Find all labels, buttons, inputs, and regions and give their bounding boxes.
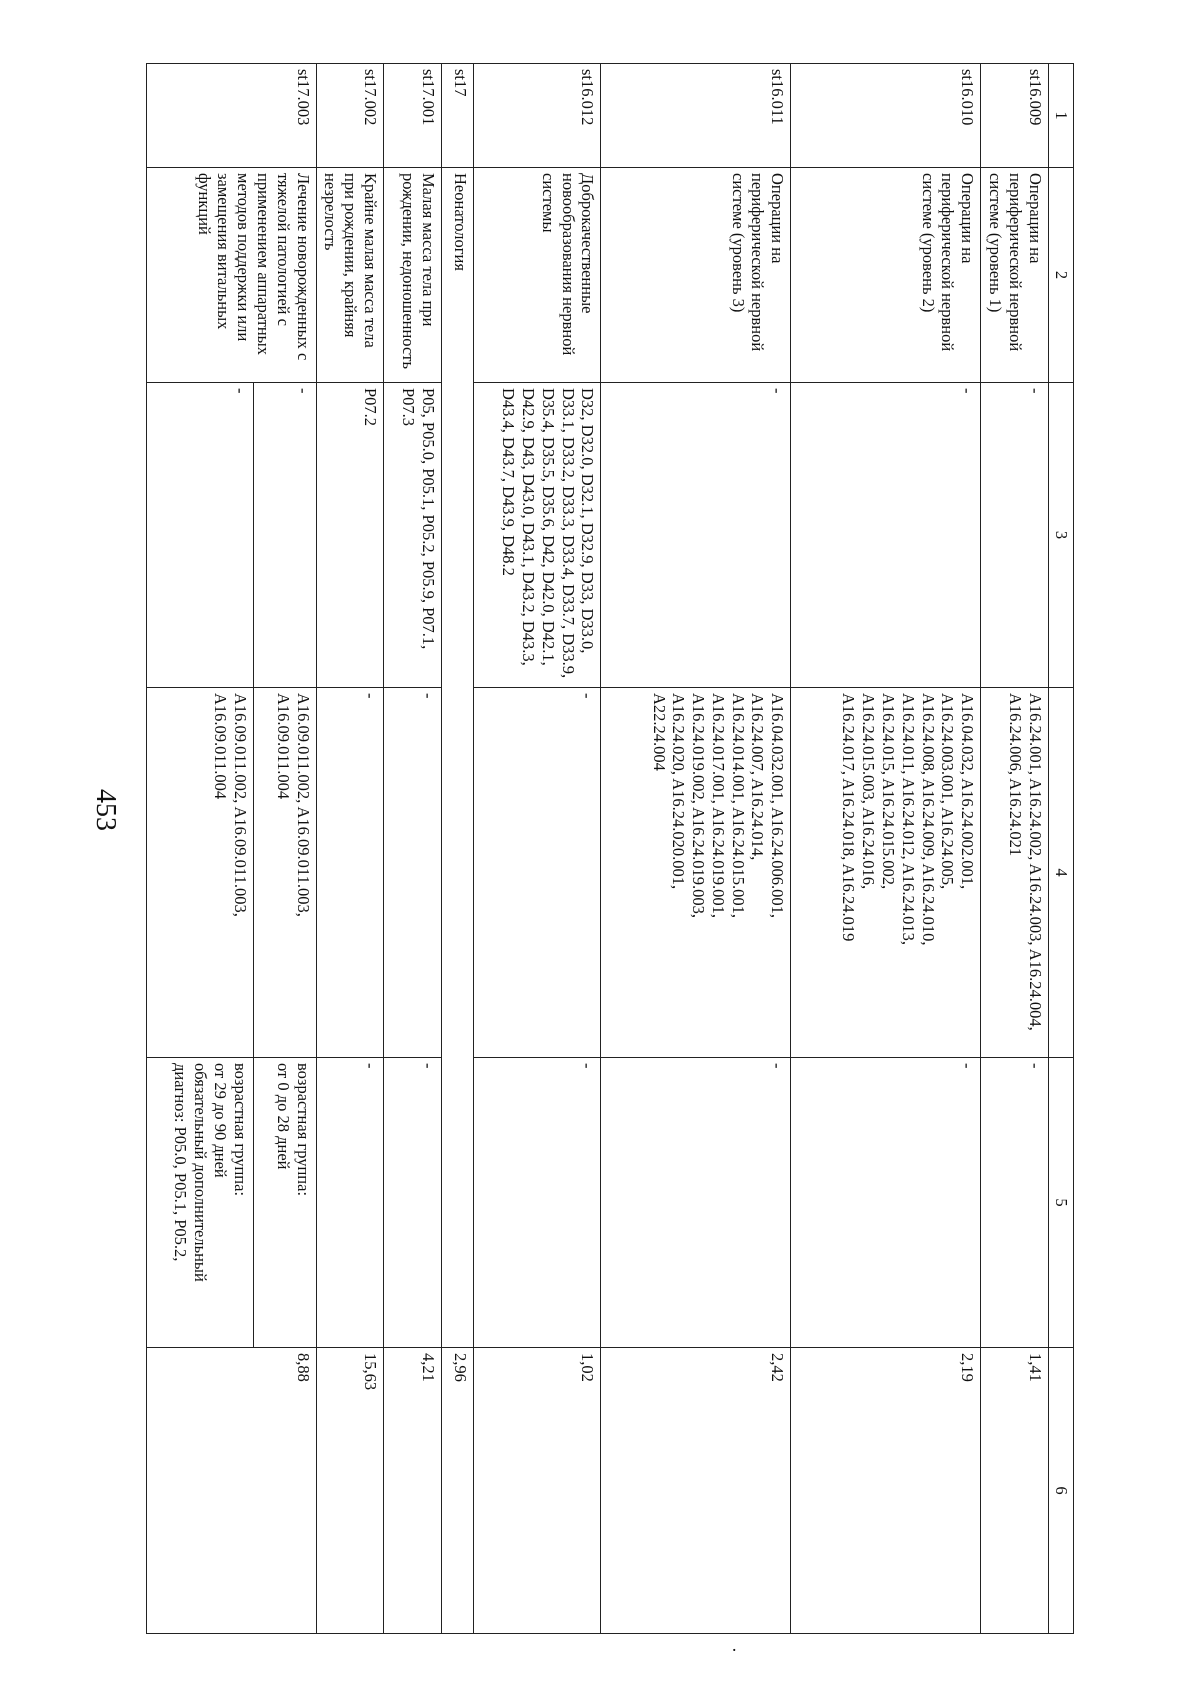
name-cell: Крайне малая масса тела при рождении, крайняя незрелость (316, 168, 383, 383)
services-cell: - (474, 688, 601, 1058)
name-cell: Малая масса тела при рождении, недоношенность (384, 168, 442, 383)
other-criteria-cell: возрастная группа: от 0 до 28 дней (253, 1058, 316, 1348)
diagnoses-cell: - (791, 383, 981, 688)
services-cell: A16.09.011.002, A16.09.011.003, A16.09.011.004 (147, 688, 254, 1058)
other-criteria-cell: - (981, 1058, 1048, 1348)
diagnoses-cell: P05, P05.0, P05.1, P05.2, P05.9, P07.1, P07.3 (384, 383, 442, 688)
table-header-row (1048, 64, 1073, 1634)
table-row (474, 64, 601, 1634)
table-row (791, 64, 981, 1634)
diagnoses-cell: D32, D32.0, D32.1, D32.9, D33, D33.0, D33.1, D33.2, D33.3, D33.4, D33.7, D33.9, D35.4, D35.5, D35.6, D42, D42.0, D42.1, D42.9, D43, D43.0, D43.1, D43.2, D43.3, D43.4, D43.7, D43.9, D48.2 (474, 383, 601, 688)
services-cell: - (384, 688, 442, 1058)
services-cell: A16.04.032.001, A16.24.006.001, A16.24.007, A16.24.014, A16.24.014.001, A16.24.015.001, A16.24.017.001, A16.24.019.001, A16.24.019.002, A16.24.019.003, A16.24.020, A16.24.020.001, A22.24.004 (601, 688, 791, 1058)
services-cell: A16.04.032, A16.24.002.001, A16.24.003.001, A16.24.005, A16.24.008, A16.24.009, A16.24.010, A16.24.011, A16.24.012, A16.24.013, A16.24.015, A16.24.015.002, A16.24.015.003, A16.24.016, A16.24.017, A16.24.018, A16.24.019 (791, 688, 981, 1058)
code-cell: st17.001 (384, 64, 442, 168)
table-row (441, 64, 473, 1634)
coefficient-cell: 4,21 (384, 1348, 442, 1634)
code-cell: st17.002 (316, 64, 383, 168)
other-criteria-cell: - (601, 1058, 791, 1348)
coefficient-cell: 2,19 (791, 1348, 981, 1634)
name-cell: Операции на периферической нервной системе (уровень 2) (791, 168, 981, 383)
name-cell: Лечение новорожденных с тяжелой патологией с применением аппаратных методов поддержки или замещения витальных функций (147, 168, 317, 383)
section-title-cell: Неонатология (441, 168, 473, 1348)
diagnoses-cell: - (601, 383, 791, 688)
header-cell-1: 1 (1048, 64, 1073, 168)
coefficient-cell: 1,41 (981, 1348, 1048, 1634)
header-cell-3: 3 (1048, 383, 1073, 688)
table-row (981, 64, 1048, 1634)
coefficient-cell: 1,02 (474, 1348, 601, 1634)
services-cell: A16.09.011.002, A16.09.011.003, A16.09.011.004 (253, 688, 316, 1058)
coefficient-cell: 2,96 (441, 1348, 473, 1634)
diagnoses-cell: - (253, 383, 316, 688)
coefficient-cell: 2,42 (601, 1348, 791, 1634)
rotated-table-container (146, 63, 1074, 1633)
header-cell-5: 5 (1048, 1058, 1073, 1348)
code-cell: st17 (441, 64, 473, 168)
other-criteria-cell: - (474, 1058, 601, 1348)
code-cell: st17.003 (147, 64, 317, 168)
stray-mark: . (732, 1635, 737, 1655)
diagnoses-cell: - (147, 383, 254, 688)
other-criteria-cell: - (791, 1058, 981, 1348)
name-cell: Доброкачественные новообразования нервной системы (474, 168, 601, 383)
header-cell-2: 2 (1048, 168, 1073, 383)
table-row (316, 64, 383, 1634)
code-cell: st16.012 (474, 64, 601, 168)
diagnoses-cell: P07.2 (316, 383, 383, 688)
header-cell-6: 6 (1048, 1348, 1073, 1634)
coefficient-cell: 8,88 (147, 1348, 317, 1634)
name-cell: Операции на периферической нервной системе (уровень 3) (601, 168, 791, 383)
header-cell-4: 4 (1048, 688, 1073, 1058)
coefficient-cell: 15,63 (316, 1348, 383, 1634)
table-row (601, 64, 791, 1634)
table-row (384, 64, 442, 1634)
other-criteria-cell: возрастная группа: от 29 до 90 дней обязательный дополнительный диагноз: P05.0, P05.1, P05.2, (147, 1058, 254, 1348)
other-criteria-cell: - (384, 1058, 442, 1348)
tariff-table (146, 63, 1074, 1634)
code-cell: st16.010 (791, 64, 981, 168)
name-cell: Операции на периферической нервной системе (уровень 1) (981, 168, 1048, 383)
services-cell: - (316, 688, 383, 1058)
other-criteria-cell: - (316, 1058, 383, 1348)
page-number: 453 (90, 789, 121, 831)
services-cell: A16.24.001, A16.24.002, A16.24.003, A16.24.004, A16.24.006, A16.24.021 (981, 688, 1048, 1058)
diagnoses-cell: - (981, 383, 1048, 688)
code-cell: st16.011 (601, 64, 791, 168)
code-cell: st16.009 (981, 64, 1048, 168)
table-row (253, 64, 316, 1634)
